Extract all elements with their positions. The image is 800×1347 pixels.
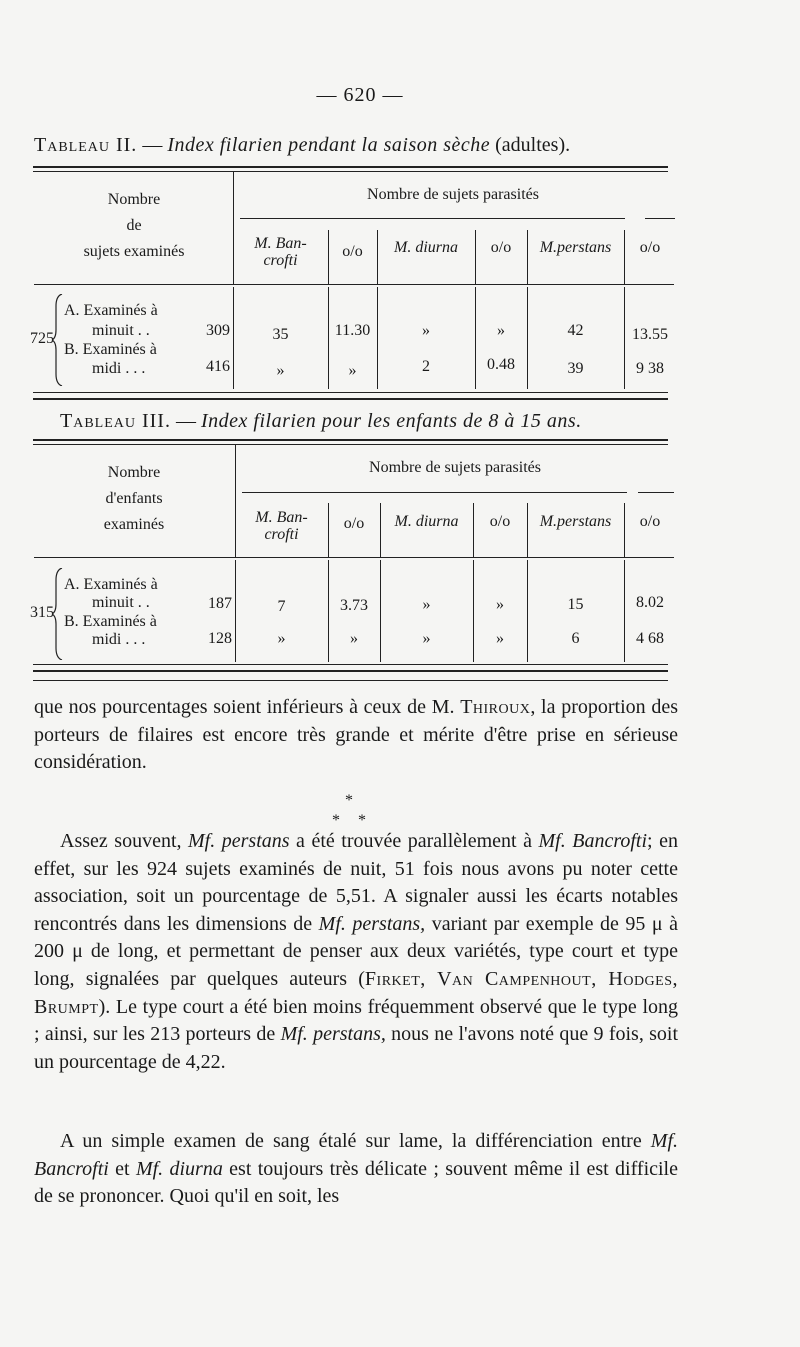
species-name: Mf. perstans — [188, 830, 290, 852]
table3-row-label: B. Examinés à — [64, 613, 157, 630]
table2-total: 725 — [30, 330, 54, 347]
table2-group-line — [645, 218, 675, 219]
text: variant par exemple de 95 μ à 200 μ de long, et permettant de penser aux deux variétés, type court et type long, signalées par quelques auteurs ( — [34, 912, 678, 990]
table3-cell: 3.73 — [340, 597, 368, 614]
table3-cell: » — [422, 596, 431, 613]
text: est toujours très délicate ; souvent même il est difficile de se prononcer. Quoi qu'il en soit, les — [34, 1157, 678, 1208]
table2-cell: 13.55 — [632, 326, 668, 343]
text: ). Le type court a été bien moins fréquemment observé que le type long ; ainsi, sur les 213 porteurs de — [34, 995, 678, 1046]
table2-col-head: M.perstans — [539, 239, 612, 256]
table3-row-count: 128 — [208, 630, 232, 647]
table2-cell: » — [422, 322, 430, 339]
table3-cell: 6 — [571, 630, 580, 647]
table3-col-head: o/o — [639, 513, 661, 530]
table3-total: 315 — [30, 604, 54, 621]
species-name: Mf. perstans, — [318, 912, 426, 935]
table2-row-label: midi . . . — [92, 360, 146, 377]
table2-col0-head: Nombre — [107, 191, 161, 208]
table3-bottom-rule — [33, 670, 668, 672]
table3-title: Index filarien pour les enfants de 8 à 15 ans. — [200, 410, 582, 432]
table2-group-head: Nombre de sujets parasités — [367, 186, 539, 203]
table3-col-head: M. diurna — [394, 513, 459, 530]
table2-top-rule-thin — [33, 171, 668, 172]
table2-title-suffix: (adultes). — [490, 134, 571, 156]
table3-cell: 4 68 — [636, 630, 664, 647]
table3-row-count: 187 — [208, 595, 232, 612]
table2-title: Index filarien pendant la saison sèche — [167, 134, 491, 156]
table3-group-line — [638, 492, 674, 493]
asterism-star: * — [332, 812, 340, 829]
table2-cell: » — [276, 362, 285, 379]
table3-col-head: o/o — [489, 513, 511, 530]
table3-cell: » — [350, 630, 358, 647]
text: a été trouvée parallèlement à — [289, 830, 539, 852]
text: et — [108, 1157, 136, 1180]
paragraph-3 — [34, 1128, 678, 1211]
table3-row-label: minuit . . — [92, 594, 150, 611]
table3-bottom-rule-thin — [33, 664, 668, 665]
species-name: Mf. diurna — [135, 1157, 223, 1180]
table2-dash: — — [137, 134, 168, 156]
table3-head-line — [34, 557, 674, 558]
table3-cell: 8.02 — [636, 594, 664, 611]
table2-bottom-rule — [33, 398, 668, 400]
asterism-star: * — [345, 792, 353, 809]
table2-cell: 2 — [422, 358, 430, 375]
text: que nos pourcentages soient inférieurs à ceux de M. — [34, 696, 461, 718]
table3-caption — [60, 410, 700, 433]
table2-col0-head: de — [126, 217, 142, 234]
table2-cell: 42 — [567, 322, 584, 339]
text: , la proportion des porteurs de filaires est encore très grande et mérite d'être prise en sérieuse considération. — [34, 696, 678, 774]
author-names: Firket, Van Campenhout, Hodges, Brumpt — [34, 967, 679, 1018]
table3-top-rule-thin — [33, 444, 668, 445]
table3-col-head: M. Ban- — [255, 509, 308, 526]
table2-cell: 35 — [272, 326, 289, 343]
paragraph-1 — [34, 694, 678, 777]
table2-row-count: 309 — [206, 322, 230, 339]
table2-head-line — [34, 284, 674, 285]
table3-row-label: A. Examinés à — [64, 576, 158, 593]
table2-col-head: M. diurna — [394, 239, 458, 256]
author-name: Thiroux — [460, 696, 531, 718]
table2-cell: 39 — [567, 360, 584, 377]
table2-label: Tableau II. — [34, 134, 138, 156]
table3-col0-head: Nombre — [107, 464, 161, 481]
species-name: Mf. perstans, — [280, 1023, 386, 1046]
table2-col-head: o/o — [490, 239, 512, 256]
table3-row-label: midi . . . — [92, 631, 146, 648]
species-name: Mf. Bancrofti — [34, 1130, 678, 1180]
table2-caption — [34, 134, 674, 157]
text: A un simple examen de sang étalé sur lame, la différenciation entre — [60, 1130, 651, 1152]
table2-bottom-rule-thin — [33, 392, 668, 393]
table2-cell: » — [497, 322, 505, 339]
table3-label: Tableau III. — [60, 410, 171, 432]
asterism-star: * — [358, 812, 366, 829]
table3-cell: » — [496, 596, 504, 613]
table3-col-head: crofti — [264, 526, 299, 543]
table3-row-brace — [56, 568, 64, 660]
table2-row-label: minuit . . — [92, 322, 150, 339]
species-name: Mf. Bancrofti — [538, 830, 648, 852]
table3-col-head: M.perstans — [539, 513, 612, 530]
table2-cell: » — [348, 362, 357, 379]
table2-cell: 0.48 — [487, 356, 515, 373]
table3-top-rule — [33, 439, 668, 441]
table3-cell: » — [496, 630, 504, 647]
page-number: — 620 — — [316, 84, 404, 106]
table2-row-label: A. Examinés à — [64, 302, 158, 319]
text: nous ne l'avons noté que 9 fois, soit un pourcentage de 4,22. — [34, 1023, 679, 1073]
table3-cell: 15 — [567, 596, 584, 613]
text: Assez souvent, — [60, 830, 189, 852]
table2-col-head: crofti — [263, 252, 298, 269]
table2-col0-head: sujets examinés — [83, 243, 185, 260]
paragraph-2 — [34, 828, 678, 1076]
table2-col-head: M. Ban- — [254, 235, 307, 252]
table2-row-brace — [56, 294, 64, 386]
table3-col0-head: examinés — [103, 516, 165, 533]
table2-top-rule — [33, 166, 668, 168]
table2-cell: 9 38 — [636, 360, 664, 377]
text: ; en effet, sur les 924 sujets examinés de nuit, 51 fois nous avons pu noter cette association, soit un pourcentage de 5,51. A signaler aussi les écarts notables rencontrés dans les dimensions de — [34, 830, 678, 935]
table2-row-label: B. Examinés à — [64, 341, 157, 358]
table2-col-head: o/o — [639, 239, 661, 256]
table2-row-count: 416 — [206, 358, 230, 375]
table2-cell: 11.30 — [334, 322, 371, 339]
table2-col-head: o/o — [342, 243, 363, 260]
table3-group-head: Nombre de sujets parasités — [369, 459, 541, 476]
table3-group-line — [242, 492, 627, 493]
table3-cell: » — [277, 630, 286, 647]
table3-cell: 7 — [277, 598, 286, 615]
table3-col0-head: d'enfants — [105, 490, 163, 507]
table3-col-head: o/o — [343, 515, 365, 532]
table3-cell: » — [422, 630, 431, 647]
table3-dash: — — [170, 410, 201, 432]
table2-group-line — [240, 218, 625, 219]
table3-bottom-rule-thin — [33, 680, 668, 681]
